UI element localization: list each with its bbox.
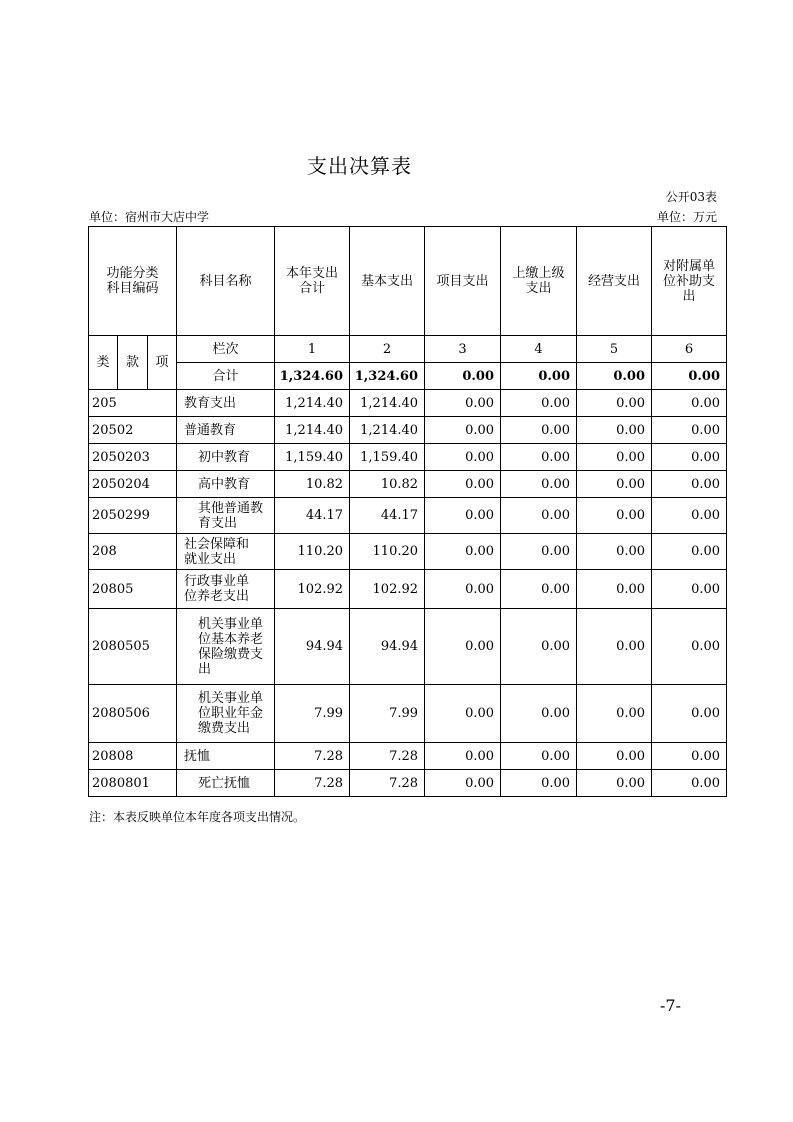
table-row	[89, 390, 727, 417]
row-v3: 0.00	[425, 471, 501, 498]
row-code: 208	[89, 534, 177, 570]
row-v3: 0.00	[425, 770, 501, 797]
row-v3: 0.00	[425, 743, 501, 770]
table-row	[89, 685, 727, 743]
row-code: 2050204	[89, 471, 177, 498]
row-v1: 94.94	[275, 609, 350, 685]
table-row	[89, 609, 727, 685]
row-v5: 0.00	[577, 685, 652, 743]
row-subject-name: 普通教育	[177, 417, 275, 444]
row-subject-name: 机关事业单位基本养老保险缴费支出	[177, 609, 275, 685]
row-v5: 0.00	[577, 390, 652, 417]
total-v6: 0.00	[652, 363, 727, 390]
row-v3: 0.00	[425, 609, 501, 685]
row-v6: 0.00	[652, 498, 727, 534]
table-row	[89, 534, 727, 570]
row-v5: 0.00	[577, 444, 652, 471]
row-v3: 0.00	[425, 498, 501, 534]
row-v2: 1,214.40	[350, 390, 425, 417]
total-row	[89, 363, 727, 390]
col-number-2: 2	[350, 336, 425, 363]
total-label: 合计	[177, 363, 275, 390]
total-v1: 1,324.60	[275, 363, 350, 390]
row-v6: 0.00	[652, 743, 727, 770]
row-code: 2080506	[89, 685, 177, 743]
row-subject-name: 初中教育	[177, 444, 275, 471]
table-note: 注：本表反映单位本年度各项支出情况。	[89, 810, 306, 824]
header-xiang: 项	[148, 336, 177, 390]
col-number-3: 3	[425, 336, 501, 363]
row-v6: 0.00	[652, 570, 727, 609]
row-v6: 0.00	[652, 444, 727, 471]
row-v5: 0.00	[577, 770, 652, 797]
header-lanci: 栏次	[177, 336, 275, 363]
row-v2: 7.28	[350, 743, 425, 770]
row-code: 20805	[89, 570, 177, 609]
row-v2: 10.82	[350, 471, 425, 498]
row-code: 20808	[89, 743, 177, 770]
page-title: 支出决算表	[307, 154, 412, 178]
row-subject-name: 其他普通教育支出	[177, 498, 275, 534]
table-row	[89, 770, 727, 797]
col-number-4: 4	[501, 336, 577, 363]
row-subject-name: 死亡抚恤	[177, 770, 275, 797]
amount-unit: 单位：万元	[656, 210, 717, 224]
row-v1: 44.17	[275, 498, 350, 534]
row-v6: 0.00	[652, 534, 727, 570]
row-subject-name: 机关事业单位职业年金缴费支出	[177, 685, 275, 743]
row-v4: 0.00	[501, 498, 577, 534]
row-v1: 10.82	[275, 471, 350, 498]
row-subject-name: 社会保障和就业支出	[177, 534, 275, 570]
row-v5: 0.00	[577, 471, 652, 498]
row-v1: 1,214.40	[275, 417, 350, 444]
row-v2: 7.28	[350, 770, 425, 797]
table-row	[89, 444, 727, 471]
row-v5: 0.00	[577, 570, 652, 609]
row-v2: 1,159.40	[350, 444, 425, 471]
row-v1: 7.28	[275, 743, 350, 770]
row-v1: 7.28	[275, 770, 350, 797]
row-v3: 0.00	[425, 534, 501, 570]
row-v6: 0.00	[652, 609, 727, 685]
total-v2: 1,324.60	[350, 363, 425, 390]
row-subject-name: 抚恤	[177, 743, 275, 770]
row-v3: 0.00	[425, 444, 501, 471]
column-number-row	[89, 336, 727, 363]
row-v6: 0.00	[652, 685, 727, 743]
header-subject-name: 科目名称	[177, 227, 275, 336]
row-v1: 7.99	[275, 685, 350, 743]
row-subject-name: 行政事业单位养老支出	[177, 570, 275, 609]
row-v5: 0.00	[577, 498, 652, 534]
row-v3: 0.00	[425, 570, 501, 609]
row-v4: 0.00	[501, 534, 577, 570]
header-col3: 项目支出	[425, 227, 501, 336]
header-func-code: 功能分类科目编码	[89, 227, 177, 336]
row-v1: 102.92	[275, 570, 350, 609]
row-v2: 1,214.40	[350, 417, 425, 444]
row-v4: 0.00	[501, 685, 577, 743]
row-v2: 102.92	[350, 570, 425, 609]
row-v5: 0.00	[577, 609, 652, 685]
row-v4: 0.00	[501, 390, 577, 417]
row-code: 205	[89, 390, 177, 417]
table-row	[89, 570, 727, 609]
row-v5: 0.00	[577, 743, 652, 770]
row-subject-name: 高中教育	[177, 471, 275, 498]
header-kuan: 款	[118, 336, 148, 390]
total-v4: 0.00	[501, 363, 577, 390]
row-code: 2050203	[89, 444, 177, 471]
col-number-6: 6	[652, 336, 727, 363]
header-col1: 本年支出合计	[275, 227, 350, 336]
table-row	[89, 471, 727, 498]
row-code: 2050299	[89, 498, 177, 534]
row-v6: 0.00	[652, 471, 727, 498]
row-v6: 0.00	[652, 770, 727, 797]
row-v1: 1,214.40	[275, 390, 350, 417]
row-v4: 0.00	[501, 471, 577, 498]
row-v2: 94.94	[350, 609, 425, 685]
row-v3: 0.00	[425, 417, 501, 444]
row-code: 2080801	[89, 770, 177, 797]
header-col4: 上缴上级支出	[501, 227, 577, 336]
table-body	[89, 390, 727, 797]
header-row	[89, 227, 727, 336]
total-v3: 0.00	[425, 363, 501, 390]
col-number-1: 1	[275, 336, 350, 363]
row-v4: 0.00	[501, 770, 577, 797]
row-v3: 0.00	[425, 685, 501, 743]
row-v2: 7.99	[350, 685, 425, 743]
unit-name: 单位：宿州市大店中学	[89, 210, 210, 224]
row-v3: 0.00	[425, 390, 501, 417]
header-col5: 经营支出	[577, 227, 652, 336]
row-v5: 0.00	[577, 534, 652, 570]
row-v4: 0.00	[501, 743, 577, 770]
row-code: 20502	[89, 417, 177, 444]
row-v1: 1,159.40	[275, 444, 350, 471]
form-number: 公开03表	[665, 190, 717, 204]
row-v4: 0.00	[501, 609, 577, 685]
page-number: -7-	[660, 996, 681, 1015]
row-subject-name: 教育支出	[177, 390, 275, 417]
row-v4: 0.00	[501, 570, 577, 609]
row-v2: 44.17	[350, 498, 425, 534]
row-v4: 0.00	[501, 417, 577, 444]
row-v6: 0.00	[652, 417, 727, 444]
col-number-5: 5	[577, 336, 652, 363]
table-row	[89, 743, 727, 770]
row-v4: 0.00	[501, 444, 577, 471]
row-v2: 110.20	[350, 534, 425, 570]
total-v5: 0.00	[577, 363, 652, 390]
header-lei: 类	[89, 336, 118, 390]
header-col2: 基本支出	[350, 227, 425, 336]
header-col6: 对附属单位补助支出	[652, 227, 727, 336]
row-v5: 0.00	[577, 417, 652, 444]
row-v6: 0.00	[652, 390, 727, 417]
table-row	[89, 498, 727, 534]
expenditure-table	[88, 226, 727, 797]
table-row	[89, 417, 727, 444]
row-code: 2080505	[89, 609, 177, 685]
row-v1: 110.20	[275, 534, 350, 570]
